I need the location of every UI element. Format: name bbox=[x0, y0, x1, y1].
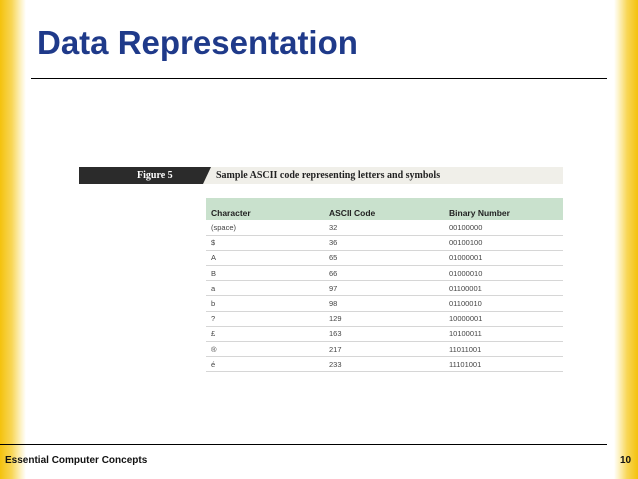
cell-binary-number: 00100100 bbox=[444, 235, 563, 250]
table-row bbox=[206, 357, 563, 372]
left-edge-decoration bbox=[0, 0, 26, 479]
cell-binary-number: 10100011 bbox=[444, 326, 563, 341]
column-header-character: Character bbox=[206, 198, 324, 220]
cell-character: b bbox=[206, 296, 324, 311]
cell-character: ® bbox=[206, 342, 324, 357]
table-row bbox=[206, 342, 563, 357]
cell-character: é bbox=[206, 357, 324, 372]
cell-character: ? bbox=[206, 311, 324, 326]
cell-ascii-code: 163 bbox=[324, 326, 444, 341]
table-row bbox=[206, 296, 563, 311]
figure-label: Figure 5 bbox=[79, 167, 203, 184]
table-row bbox=[206, 311, 563, 326]
footer-divider bbox=[0, 444, 607, 445]
cell-ascii-code: 98 bbox=[324, 296, 444, 311]
cell-character: (space) bbox=[206, 220, 324, 235]
ascii-table bbox=[206, 198, 563, 372]
table-row bbox=[206, 220, 563, 235]
footer-course-title: Essential Computer Concepts bbox=[5, 455, 148, 466]
cell-binary-number: 11011001 bbox=[444, 342, 563, 357]
column-header-binary-number: Binary Number bbox=[444, 198, 563, 220]
figure-header bbox=[79, 167, 563, 184]
cell-ascii-code: 66 bbox=[324, 266, 444, 281]
column-header-ascii-code: ASCII Code bbox=[324, 198, 444, 220]
page-number: 10 bbox=[620, 455, 632, 466]
cell-binary-number: 01000001 bbox=[444, 250, 563, 265]
cell-ascii-code: 65 bbox=[324, 250, 444, 265]
cell-character: B bbox=[206, 266, 324, 281]
table-row bbox=[206, 266, 563, 281]
table-row bbox=[206, 235, 563, 250]
cell-ascii-code: 129 bbox=[324, 311, 444, 326]
cell-character: a bbox=[206, 281, 324, 296]
table-row bbox=[206, 281, 563, 296]
figure-caption: Sample ASCII code representing letters and symbols bbox=[216, 170, 441, 181]
cell-binary-number: 11101001 bbox=[444, 357, 563, 372]
cell-ascii-code: 233 bbox=[324, 357, 444, 372]
slide-title: Data Representation bbox=[37, 24, 358, 61]
cell-ascii-code: 32 bbox=[324, 220, 444, 235]
ascii-figure bbox=[79, 167, 563, 372]
cell-binary-number: 01000010 bbox=[444, 266, 563, 281]
cell-binary-number: 00100000 bbox=[444, 220, 563, 235]
cell-binary-number: 01100001 bbox=[444, 281, 563, 296]
table-row bbox=[206, 250, 563, 265]
title-divider bbox=[31, 78, 607, 79]
right-edge-decoration bbox=[614, 0, 638, 479]
table-row bbox=[206, 326, 563, 341]
table-header-row bbox=[206, 198, 563, 220]
cell-ascii-code: 217 bbox=[324, 342, 444, 357]
cell-binary-number: 10000001 bbox=[444, 311, 563, 326]
figure-label-notch bbox=[203, 167, 211, 184]
cell-character: $ bbox=[206, 235, 324, 250]
cell-character: A bbox=[206, 250, 324, 265]
cell-binary-number: 01100010 bbox=[444, 296, 563, 311]
cell-character: £ bbox=[206, 326, 324, 341]
cell-ascii-code: 36 bbox=[324, 235, 444, 250]
cell-ascii-code: 97 bbox=[324, 281, 444, 296]
